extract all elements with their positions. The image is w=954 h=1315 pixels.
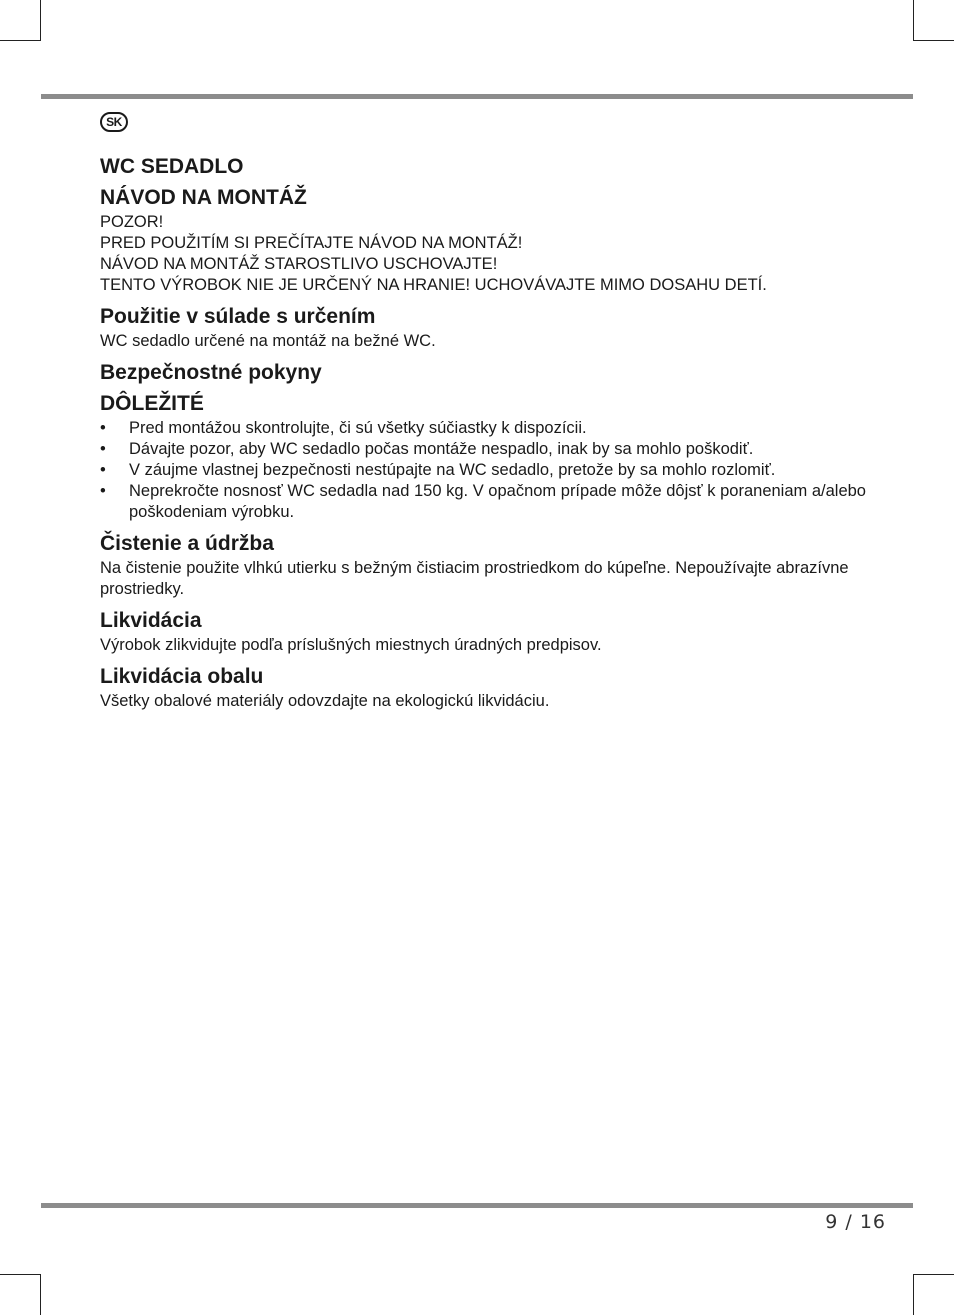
crop-mark-bottom-left-v bbox=[40, 1274, 41, 1315]
safety-list bbox=[100, 418, 880, 523]
bullet: • bbox=[100, 482, 106, 500]
header-rule bbox=[41, 94, 913, 99]
document-title: WC SEDADLO bbox=[100, 155, 244, 178]
cleaning-text: Na čistenie použite vlhkú utierku s bežným čistiacim prostriedkom do kúpeľne. Nepoužívajte abrazívne prostriedky. bbox=[100, 559, 849, 598]
crop-mark-bottom-left-h bbox=[0, 1274, 41, 1275]
crop-mark-top-right-v bbox=[913, 0, 914, 41]
cleaning-heading: Čistenie a údržba bbox=[100, 532, 274, 555]
packaging-disposal-text: Všetky obalové materiály odovzdajte na ekologickú likvidáciu. bbox=[100, 692, 550, 710]
crop-mark-top-left-h bbox=[0, 40, 41, 41]
warning-line: TENTO VÝROBOK NIE JE URČENÝ NA HRANIE! UCHOVÁVAJTE MIMO DOSAHU DETÍ. bbox=[100, 276, 767, 294]
bullet: • bbox=[100, 440, 106, 458]
disposal-text: Výrobok zlikvidujte podľa príslušných miestnych úradných predpisov. bbox=[100, 636, 602, 654]
packaging-disposal-heading: Likvidácia obalu bbox=[100, 665, 264, 688]
crop-mark-bottom-right-h bbox=[913, 1274, 954, 1275]
crop-mark-top-left-v bbox=[40, 0, 41, 41]
list-item: • Dávajte pozor, aby WC sedadlo počas montáže nespadlo, inak by sa mohlo poškodiť. bbox=[100, 440, 754, 458]
disposal-heading: Likvidácia bbox=[100, 609, 202, 632]
document-body bbox=[100, 152, 880, 712]
intended-use-heading: Použitie v súlade s určením bbox=[100, 305, 376, 328]
warning-line: PRED POUŽITÍM SI PREČÍTAJTE NÁVOD NA MONTÁŽ! bbox=[100, 234, 523, 252]
language-badge: SK bbox=[100, 112, 128, 132]
safety-subheading: DÔLEŽITÉ bbox=[100, 392, 204, 415]
crop-mark-bottom-right-v bbox=[913, 1274, 914, 1315]
bullet: • bbox=[100, 419, 106, 437]
warning-line: NÁVOD NA MONTÁŽ STAROSTLIVO USCHOVAJTE! bbox=[100, 255, 498, 273]
bullet: • bbox=[100, 461, 106, 479]
list-item: • Pred montážou skontrolujte, či sú všetky súčiastky k dispozícii. bbox=[100, 419, 587, 437]
safety-heading: Bezpečnostné pokyny bbox=[100, 361, 322, 384]
crop-mark-top-right-h bbox=[913, 40, 954, 41]
list-item: • V záujme vlastnej bezpečnosti nestúpajte na WC sedadlo, pretože by sa mohlo rozlomiť. bbox=[100, 461, 776, 479]
list-item: • Neprekročte nosnosť WC sedadla nad 150 kg. V opačnom prípade môže dôjsť k poraneniam a/alebo poškodeniam výrobku. bbox=[100, 482, 866, 521]
intended-use-text: WC sedadlo určené na montáž na bežné WC. bbox=[100, 332, 436, 350]
page-number: 9 / 16 bbox=[825, 1211, 886, 1233]
footer-rule bbox=[41, 1203, 913, 1208]
warning-line: POZOR! bbox=[100, 213, 164, 231]
document-subtitle: NÁVOD NA MONTÁŽ bbox=[100, 186, 307, 209]
